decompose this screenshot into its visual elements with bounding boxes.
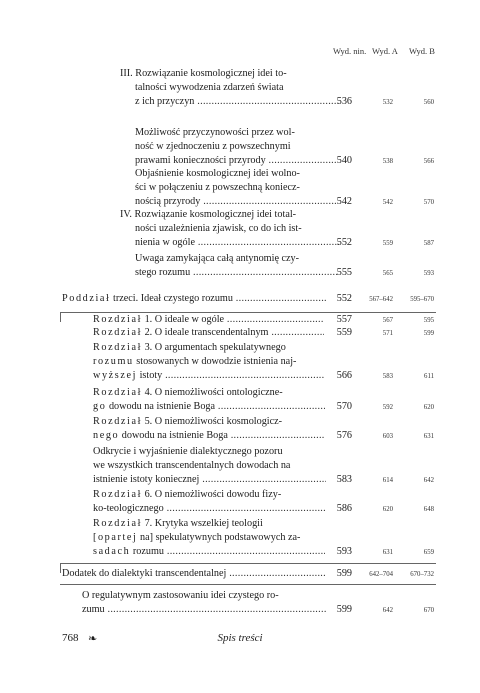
section-divider (60, 312, 436, 313)
page-ref-wyd-nin: 599 (336, 568, 352, 579)
toc-entry-line: go dowodu na istnienie Boga ..... (93, 400, 325, 414)
page-ref-wyd-b: 587 (423, 240, 434, 247)
page-ref-wyd-nin: 540 (336, 155, 352, 166)
page-ref-wyd-b: 599 (423, 330, 434, 337)
section-divider (60, 584, 436, 585)
page-ref-wyd-nin: 552 (336, 293, 352, 304)
section-bracket (60, 563, 61, 573)
page-ref-wyd-a: 532 (382, 99, 393, 106)
page-ref-wyd-nin: 599 (336, 604, 352, 615)
toc-entry-line: O regulatywnym zastosowaniu idei czystego ro- (82, 590, 279, 601)
toc-entry-line: Poddział trzeci. Ideał czystego rozumu ..... (62, 292, 326, 306)
page-ref-wyd-nin: 555 (336, 267, 352, 278)
page-ref-wyd-nin: 583 (336, 474, 352, 485)
page-ref-wyd-b: 648 (423, 506, 434, 513)
toc-entry-line: Odkrycie i wyjaśnienie dialektycznego pozoru (93, 446, 283, 457)
toc-entry-line: Rozdział 5. O niemożliwości kosmologicz- (93, 416, 283, 427)
page-ref-wyd-nin: 586 (336, 503, 352, 514)
toc-entry-line: Dodatek do dialektyki transcendentalnej ..... (62, 567, 326, 581)
page-ref-wyd-b: 611 (424, 373, 434, 380)
toc-entry-line: rozumu stosowanych w dowodzie istnienia naj- (93, 356, 297, 367)
page-ref-wyd-nin: 536 (336, 96, 352, 107)
running-title: Spis treści (217, 632, 263, 644)
toc-entry-line: ności uzależnienia zjawisk, co do ich ist- (135, 223, 302, 234)
toc-entry-line: Możliwość przyczynowości przez wol- (135, 127, 295, 138)
toc-entry-line: [opartej na] spekulatywnych podstawowych za- (93, 532, 301, 543)
page-ref-wyd-a: 620 (382, 506, 393, 513)
toc-entry-line: zumu ..... (82, 603, 326, 617)
page-ref-wyd-a: 642–704 (369, 571, 393, 578)
page-ref-wyd-b: 570 (423, 199, 434, 206)
toc-entry-line: istnienie istoty koniecznej ..... (93, 473, 326, 487)
page-ref-wyd-b: 593 (423, 270, 434, 277)
toc-entry-line: ność w zjednoczeniu z powszechnymi (135, 141, 291, 152)
page-ref-wyd-a: 631 (382, 549, 393, 556)
column-header-wyd-nin: Wyd. nin. (333, 46, 367, 56)
toc-entry-line: sadach rozumu ..... (93, 545, 325, 559)
toc-entry-line: wyższej istoty ..... (93, 369, 324, 383)
toc-entry-line: stego rozumu ..... (135, 266, 338, 280)
page-ref-wyd-b: 631 (423, 433, 434, 440)
page-ref-wyd-a: 542 (382, 199, 393, 206)
toc-entry-line: talności wywodzenia zdarzeń świata (135, 82, 284, 93)
page-ref-wyd-b: 595 (423, 317, 434, 324)
page-ref-wyd-nin: 552 (336, 237, 352, 248)
column-header-wyd-a: Wyd. A (372, 46, 398, 56)
toc-entry-line: Rozdział 1. O ideale w ogóle ..... (93, 313, 324, 327)
page-ref-wyd-a: 642 (382, 607, 393, 614)
toc-entry-line: prawami konieczności przyrody ..... (135, 154, 337, 168)
toc-entry-line: Rozdział 4. O niemożliwości ontologiczne- (93, 387, 283, 398)
page-ref-wyd-b: 566 (423, 158, 434, 165)
page-ref-wyd-a: 583 (382, 373, 393, 380)
toc-entry-line: ko-teologicznego ..... (93, 502, 325, 516)
fleuron-icon: ❧ (88, 633, 98, 645)
toc-entry-line: nego dowodu na istnienie Boga ..... (93, 429, 325, 443)
toc-entry-line: Objaśnienie kosmologicznej idei wolno- (135, 168, 300, 179)
page-ref-wyd-a: 538 (382, 158, 393, 165)
page-ref-wyd-b: 642 (423, 477, 434, 484)
column-header-wyd-b: Wyd. B (409, 46, 435, 56)
page-ref-wyd-nin: 576 (336, 430, 352, 441)
page-ref-wyd-a: 567 (382, 317, 393, 324)
page-ref-wyd-a: 565 (382, 270, 393, 277)
toc-entry-line: Rozdział 3. O argumentach spekulatywnego (93, 342, 286, 353)
section-bracket (60, 312, 61, 322)
toc-entry-line: z ich przyczyn ..... (135, 95, 340, 109)
toc-entry-line: ści w połączeniu z powszechną koniecz- (135, 182, 300, 193)
page-ref-wyd-nin: 559 (336, 327, 352, 338)
page-ref-wyd-b: 620 (423, 404, 434, 411)
toc-entry-line: Rozdział 6. O niemożliwości dowodu fizy- (93, 489, 282, 500)
page-ref-wyd-a: 603 (382, 433, 393, 440)
toc-entry-line: IV. Rozwiązanie kosmologicznej idei total- (120, 209, 297, 220)
page-ref-wyd-nin: 542 (336, 196, 352, 207)
section-divider (60, 563, 436, 564)
page-ref-wyd-b: 595–670 (410, 296, 434, 303)
page-number: 768 (62, 632, 79, 644)
page-ref-wyd-b: 670–732 (410, 571, 434, 578)
toc-entry-line: Uwaga zamykająca całą antynomię czy- (135, 253, 300, 264)
page-ref-wyd-b: 670 (423, 607, 434, 614)
page-ref-wyd-a: 567–642 (369, 296, 393, 303)
page-ref-wyd-a: 592 (382, 404, 393, 411)
toc-entry-line: we wszystkich transcendentalnych dowodach na (93, 460, 291, 471)
page-ref-wyd-nin: 570 (336, 401, 352, 412)
toc-entry-line: Rozdział 2. O ideale transcendentalnym ..... (93, 326, 324, 340)
toc-entry-line: nością przyrody ..... (135, 195, 338, 209)
page-ref-wyd-a: 571 (382, 330, 393, 337)
page-ref-wyd-a: 614 (382, 477, 393, 484)
page-ref-wyd-b: 659 (423, 549, 434, 556)
page-ref-wyd-a: 559 (382, 240, 393, 247)
page-ref-wyd-nin: 557 (336, 314, 352, 325)
page-ref-wyd-nin: 593 (336, 546, 352, 557)
page-ref-wyd-nin: 566 (336, 370, 352, 381)
page-ref-wyd-b: 560 (423, 99, 434, 106)
toc-entry-line: III. Rozwiązanie kosmologicznej idei to- (120, 68, 287, 79)
toc-entry-line: nienia w ogóle ..... (135, 236, 339, 250)
toc-entry-line: Rozdział 7. Krytyka wszelkiej teologii (93, 518, 263, 529)
